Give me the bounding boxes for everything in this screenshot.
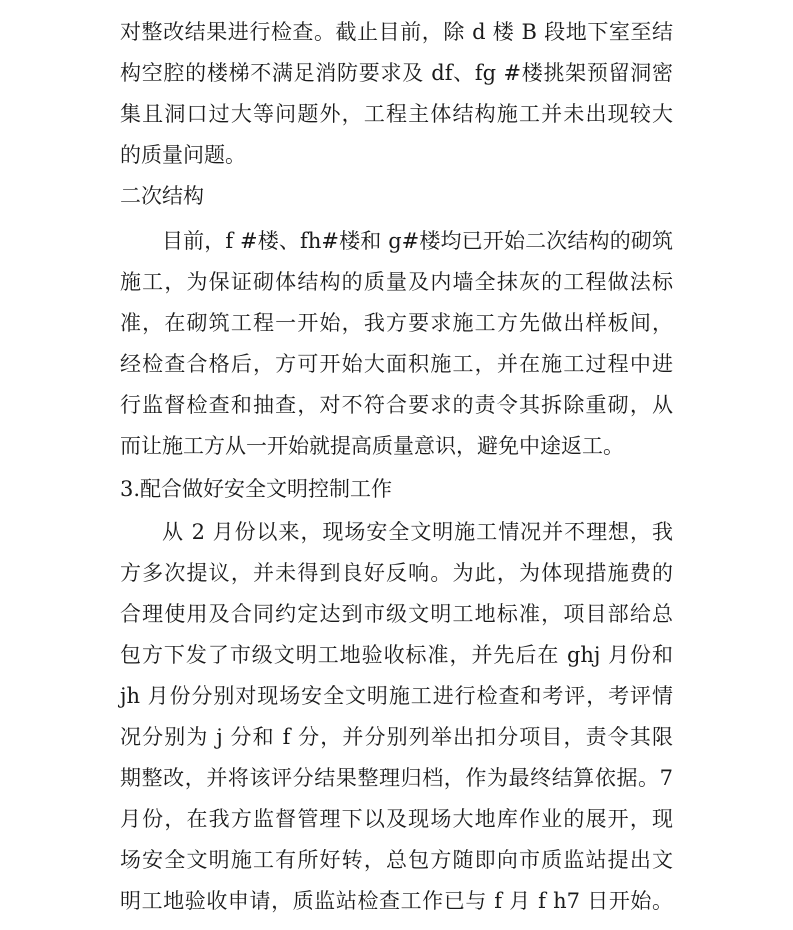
paragraph-line: 月份，在我方监督管理下以及现场大地库作业的展开，现 bbox=[120, 807, 673, 831]
paragraph-line: 经检查合格后，方可开始大面积施工，并在施工过程中进 bbox=[120, 352, 673, 376]
paragraph-line: 包方下发了市级文明工地验收标准，并先后在 ghj 月份和 bbox=[120, 643, 673, 667]
paragraph-line: 构空腔的楼梯不满足消防要求及 df、fg #楼挑架预留洞密 bbox=[120, 61, 673, 85]
paragraph-line: 准，在砌筑工程一开始，我方要求施工方先做出样板间， bbox=[120, 311, 673, 335]
paragraph-line: 合理使用及合同约定达到市级文明工地标准，项目部给总 bbox=[120, 602, 673, 626]
paragraph-line: 的质量问题。 bbox=[120, 143, 246, 167]
paragraph-line: 对整改结果进行检查。截止目前，除 d 楼 B 段地下室至结 bbox=[120, 20, 673, 44]
section-heading: 二次结构 bbox=[120, 184, 204, 208]
paragraph-line: 从 2 月份以来，现场安全文明施工情况并不理想，我 bbox=[162, 520, 673, 544]
paragraph-line: 期整改，并将该评分结果整理归档，作为最终结算依据。7 bbox=[120, 766, 673, 790]
paragraph-line: 行监督检查和抽查，对不符合要求的责令其拆除重砌，从 bbox=[120, 393, 673, 417]
section-heading: 3.配合做好安全文明控制工作 bbox=[120, 477, 393, 501]
paragraph-line: 施工，为保证砌体结构的质量及内墙全抹灰的工程做法标 bbox=[120, 270, 673, 294]
paragraph-line: 况分别为 j 分和 f 分，并分别列举出扣分项目，责令其限 bbox=[120, 725, 673, 749]
paragraph-line: 目前，f #楼、fh#楼和 g#楼均已开始二次结构的砌筑 bbox=[162, 229, 673, 253]
paragraph-line: 明工地验收申请，质监站检查工作已与 f 月 f h7 日开始。 bbox=[120, 889, 673, 913]
paragraph-line: 方多次提议，并未得到良好反响。为此，为体现措施费的 bbox=[120, 561, 673, 585]
paragraph-line: 集且洞口过大等问题外，工程主体结构施工并未出现较大 bbox=[120, 102, 673, 126]
paragraph-line: 场安全文明施工有所好转，总包方随即向市质监站提出文 bbox=[120, 848, 673, 872]
paragraph-line: 而让施工方从一开始就提高质量意识，避免中途返工。 bbox=[120, 434, 624, 458]
paragraph-line: jh 月份分别对现场安全文明施工进行检查和考评，考评情 bbox=[120, 684, 673, 708]
